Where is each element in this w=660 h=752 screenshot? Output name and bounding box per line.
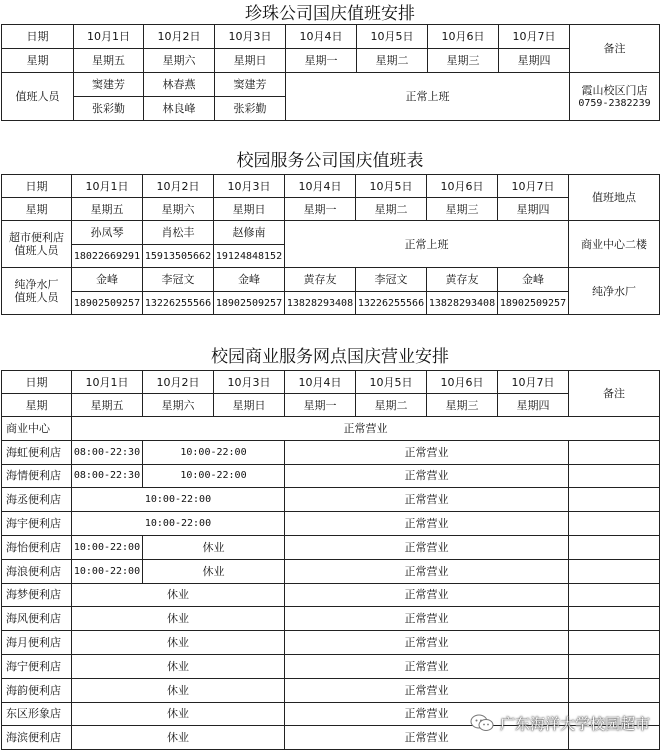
t2-place-label: 值班地点 <box>569 175 660 221</box>
t3-store-hours: 休业 <box>72 607 285 631</box>
t2-date: 10月1日 <box>72 175 143 198</box>
t2-date: 10月2日 <box>143 175 214 198</box>
t3-weekday: 星期三 <box>427 394 498 417</box>
t1-date: 10月3日 <box>215 25 286 49</box>
t3-date: 10月4日 <box>285 371 356 394</box>
t2-water-label <box>2 268 72 315</box>
t2-weekday: 星期四 <box>498 198 569 221</box>
t2-water-label-2: 值班人员 <box>14 291 59 304</box>
t3-store-hours-day1: 10:00-22:00 <box>72 559 143 583</box>
t3-store-row <box>2 440 660 464</box>
t2-market-row <box>2 221 660 245</box>
t3-store-name: 海怡便利店 <box>2 535 72 559</box>
t2-market-normal: 正常上班 <box>285 221 569 268</box>
t3-date-label: 日期 <box>2 371 72 394</box>
t3-title: 校园商业服务网点国庆营业安排 <box>211 347 449 367</box>
t1-weekday: 星期三 <box>428 49 499 73</box>
t3-store-name: 商业中心 <box>2 417 72 441</box>
t3-store-row <box>2 678 660 702</box>
t3-store-name: 海浪便利店 <box>2 559 72 583</box>
t3-store-row <box>2 607 660 631</box>
t1-weekday: 星期一 <box>286 49 357 73</box>
t1-date: 10月2日 <box>144 25 215 49</box>
t3-store-name: 海丞便利店 <box>2 488 72 512</box>
t3-store-row <box>2 559 660 583</box>
t3-store-row <box>2 583 660 607</box>
t3-store-normal: 正常营业 <box>285 583 569 607</box>
t3-store-hours: 休业 <box>72 678 285 702</box>
t1-date: 10月6日 <box>428 25 499 49</box>
t3-store-remark <box>569 607 660 631</box>
t3-store-normal: 正常营业 <box>285 559 569 583</box>
t3-store-normal: 正常营业 <box>285 726 569 750</box>
t1-remark-label: 备注 <box>570 25 660 73</box>
t3-store-hours-day23: 10:00-22:00 <box>143 440 285 464</box>
t3-weekday-row <box>2 394 660 417</box>
t1-duty-name: 林春燕 <box>144 73 215 97</box>
t3-store-normal: 正常营业 <box>285 464 569 488</box>
t3-store-normal: 正常营业 <box>285 535 569 559</box>
t2-date: 10月7日 <box>498 175 569 198</box>
t2-water-name: 李冠文 <box>143 268 214 292</box>
t2-water-phone: 13226255566 <box>356 292 427 315</box>
t2-water-name: 金峰 <box>72 268 143 292</box>
t3-store-remark <box>569 583 660 607</box>
t2-market-name: 肖松丰 <box>143 221 214 245</box>
t1-title: 珍珠公司国庆值班安排 <box>245 4 415 24</box>
t2-water-phone: 18902509257 <box>214 292 285 315</box>
t1-weekday: 星期四 <box>499 49 570 73</box>
t1-weekday-row <box>2 49 660 73</box>
t3-store-name: 海虹便利店 <box>2 440 72 464</box>
t1-duty-label: 值班人员 <box>2 73 74 121</box>
t3-store-name: 海滨便利店 <box>2 726 72 750</box>
t2-date: 10月5日 <box>356 175 427 198</box>
t2-water-name: 李冠文 <box>356 268 427 292</box>
t3-date: 10月6日 <box>427 371 498 394</box>
t3-store-remark <box>569 488 660 512</box>
t3-store-hours: 休业 <box>72 726 285 750</box>
t2-week-label: 星期 <box>2 198 72 221</box>
t2-title: 校园服务公司国庆值班表 <box>236 151 424 171</box>
t2-date-row <box>2 175 660 198</box>
t3-store-hours: 休业 <box>72 654 285 678</box>
t3-store-remark <box>569 440 660 464</box>
t2-weekday: 星期六 <box>143 198 214 221</box>
t3-store-name: 海风便利店 <box>2 607 72 631</box>
t1-date: 10月7日 <box>499 25 570 49</box>
t3-store-hours-day23: 10:00-22:00 <box>143 464 285 488</box>
t2-market-label-2: 值班人员 <box>14 244 59 257</box>
t3-weekday: 星期六 <box>143 394 214 417</box>
t1-duty-name: 窦建芳 <box>74 73 144 97</box>
t3-store-normal: 正常营业 <box>285 607 569 631</box>
t2-water-row <box>2 268 660 292</box>
t1-date-row <box>2 25 660 49</box>
t1-week-label: 星期 <box>2 49 74 73</box>
t3-store-row <box>2 464 660 488</box>
t1-normal: 正常上班 <box>286 73 570 121</box>
t2-market-name: 赵修南 <box>214 221 285 245</box>
t2-water-label-1: 纯净水厂 <box>14 278 59 291</box>
t2-water-phone: 13226255566 <box>143 292 214 315</box>
t3-store-normal: 正常营业 <box>285 678 569 702</box>
t1-weekday: 星期日 <box>215 49 286 73</box>
t3-store-name: 海宁便利店 <box>2 654 72 678</box>
t1-duty-name: 林良峰 <box>144 97 215 121</box>
t2-water-phone: 13828293408 <box>427 292 498 315</box>
t3-date: 10月7日 <box>498 371 569 394</box>
t3-store-hours: 10:00-22:00 <box>72 512 285 536</box>
t2-water-place: 纯净水厂 <box>569 268 660 315</box>
t1-date-label: 日期 <box>2 25 74 49</box>
t3-store-hours-day23: 休业 <box>143 535 285 559</box>
t2-water-name: 黄存友 <box>427 268 498 292</box>
t3-store-row <box>2 417 660 441</box>
t1-date: 10月1日 <box>74 25 144 49</box>
t2-market-label-1: 超市便利店 <box>9 231 64 244</box>
t3-store-row <box>2 488 660 512</box>
t3-store-remark <box>569 464 660 488</box>
wechat-icon <box>470 714 494 732</box>
t1-date: 10月4日 <box>286 25 357 49</box>
t3-store-normal: 正常营业 <box>285 488 569 512</box>
t1-weekday: 星期五 <box>74 49 144 73</box>
t2-water-name: 黄存友 <box>285 268 356 292</box>
t3-store-normal: 正常营业 <box>285 702 569 726</box>
t3-store-hours: 休业 <box>72 583 285 607</box>
t2-weekday: 星期日 <box>214 198 285 221</box>
t1-remark <box>570 73 660 121</box>
watermark <box>470 712 650 734</box>
t3-store-remark <box>569 535 660 559</box>
t2-water-phone: 13828293408 <box>285 292 356 315</box>
t3-store-hours: 休业 <box>72 702 285 726</box>
t3-store-remark <box>569 559 660 583</box>
t3-table <box>1 370 660 750</box>
t3-store-normal: 正常营业 <box>285 512 569 536</box>
t3-store-row <box>2 654 660 678</box>
t3-weekday: 星期五 <box>72 394 143 417</box>
t3-weekday: 星期日 <box>214 394 285 417</box>
t3-weekday: 星期二 <box>356 394 427 417</box>
t2-market-name: 孙凤琴 <box>72 221 143 245</box>
t3-store-remark <box>569 631 660 655</box>
t2-table <box>1 174 660 315</box>
t3-store-hours: 10:00-22:00 <box>72 488 285 512</box>
t3-week-label: 星期 <box>2 394 72 417</box>
t3-store-hours-day1: 08:00-22:30 <box>72 440 143 464</box>
t3-date-row <box>2 371 660 394</box>
t3-store-name: 东区形象店 <box>2 702 72 726</box>
t2-weekday-row <box>2 198 660 221</box>
t2-water-phone: 18902509257 <box>72 292 143 315</box>
t1-remark-place: 霞山校区门店 <box>581 83 648 97</box>
t3-store-name: 海韵便利店 <box>2 678 72 702</box>
t2-date: 10月6日 <box>427 175 498 198</box>
t1-weekday: 星期二 <box>357 49 428 73</box>
t2-water-phone-row <box>2 292 660 315</box>
t2-water-name: 金峰 <box>214 268 285 292</box>
t3-store-normal: 正常营业 <box>285 654 569 678</box>
t3-store-row <box>2 631 660 655</box>
t3-store-name: 海宇便利店 <box>2 512 72 536</box>
t2-water-name: 金峰 <box>498 268 569 292</box>
t1-weekday: 星期六 <box>144 49 215 73</box>
t3-date: 10月3日 <box>214 371 285 394</box>
t1-duty-name: 张彩勤 <box>74 97 144 121</box>
t3-store-hours: 休业 <box>72 631 285 655</box>
t2-market-phone: 18022669291 <box>72 245 143 268</box>
t1-duty-name: 窦建芳 <box>215 73 286 97</box>
t3-store-remark <box>569 512 660 536</box>
t2-market-label <box>2 221 72 268</box>
t1-date: 10月5日 <box>357 25 428 49</box>
t1-duty-name: 张彩勤 <box>215 97 286 121</box>
t3-store-hours-day23: 休业 <box>143 559 285 583</box>
watermark-text: 广东海洋大学校园超市 <box>499 714 650 733</box>
t3-store-row <box>2 512 660 536</box>
t3-store-name: 海情便利店 <box>2 464 72 488</box>
t3-date: 10月1日 <box>72 371 143 394</box>
t3-weekday: 星期四 <box>498 394 569 417</box>
t3-date: 10月2日 <box>143 371 214 394</box>
t2-weekday: 星期二 <box>356 198 427 221</box>
t2-market-place: 商业中心二楼 <box>569 221 660 268</box>
t2-weekday: 星期一 <box>285 198 356 221</box>
t2-date-label: 日期 <box>2 175 72 198</box>
t3-store-name: 海梦便利店 <box>2 583 72 607</box>
t3-store-remark <box>569 678 660 702</box>
t2-market-phone: 19124848152 <box>214 245 285 268</box>
t3-store-normal: 正常营业 <box>72 417 660 441</box>
t2-date: 10月4日 <box>285 175 356 198</box>
t3-store-remark <box>569 654 660 678</box>
t3-store-row <box>2 535 660 559</box>
t3-remark-label: 备注 <box>569 371 660 417</box>
t3-store-normal: 正常营业 <box>285 631 569 655</box>
t3-store-hours-day1: 10:00-22:00 <box>72 535 143 559</box>
t3-store-name: 海月便利店 <box>2 631 72 655</box>
t3-weekday: 星期一 <box>285 394 356 417</box>
t1-table <box>1 24 660 121</box>
t2-weekday: 星期三 <box>427 198 498 221</box>
t3-store-normal: 正常营业 <box>285 440 569 464</box>
t3-store-hours-day1: 08:00-22:30 <box>72 464 143 488</box>
t2-date: 10月3日 <box>214 175 285 198</box>
t2-weekday: 星期五 <box>72 198 143 221</box>
t1-duty-row <box>2 73 660 97</box>
t3-date: 10月5日 <box>356 371 427 394</box>
t1-remark-phone: 0759-2382239 <box>578 97 651 109</box>
t2-water-phone: 18902509257 <box>498 292 569 315</box>
t2-market-phone: 15913505662 <box>143 245 214 268</box>
